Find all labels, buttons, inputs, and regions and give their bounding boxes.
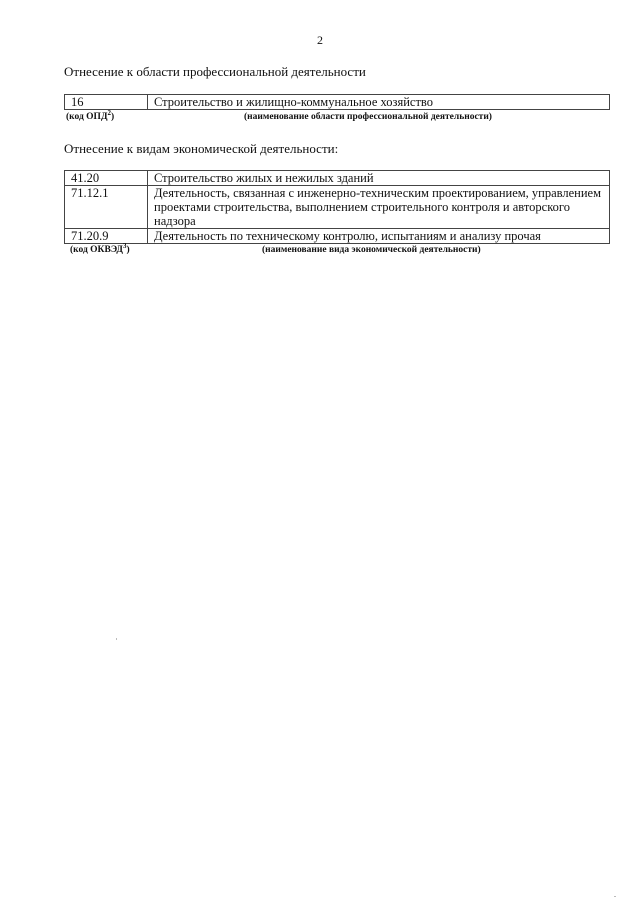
opd-name-cell: Строительство и жилищно-коммунальное хозяйство [148, 95, 610, 110]
table-row [65, 186, 610, 229]
professional-area-table [64, 94, 610, 110]
okved-code-cell: 71.12.1 [65, 186, 148, 229]
section-title-economic-activity: Отнесение к видам экономической деятельности: [64, 141, 339, 156]
section-title-professional-area: Отнесение к области профессиональной деятельности [64, 64, 366, 79]
table-row [65, 229, 610, 244]
okved-code-cell: 41.20 [65, 171, 148, 186]
table-row [65, 95, 610, 110]
okved-name-cell: Деятельность, связанная с инженерно-техническим проектированием, управлением проектами строительства, выполнением строительного контроля и авторского надзора [148, 186, 610, 229]
okved-name-cell: Строительство жилых и нежилых зданий [148, 171, 610, 186]
caption-opd-name: (наименование области профессиональной деятельности) [244, 112, 492, 122]
okved-code-cell: 71.20.9 [65, 229, 148, 244]
economic-activity-table [64, 170, 610, 244]
caption-okved-code: (код ОКВЭД$^3$) [70, 241, 130, 255]
caption-okved-name: (наименование вида экономической деятельности) [262, 245, 481, 255]
page-number: 2 [317, 33, 323, 47]
opd-code-cell: 16 [65, 95, 148, 110]
scan-speck [116, 638, 117, 640]
caption-opd-code: (код ОПД$^2$) [66, 108, 115, 122]
table-row [65, 171, 610, 186]
scan-speck [614, 896, 616, 897]
okved-name-cell: Деятельность по техническому контролю, испытаниям и анализу прочая [148, 229, 610, 244]
